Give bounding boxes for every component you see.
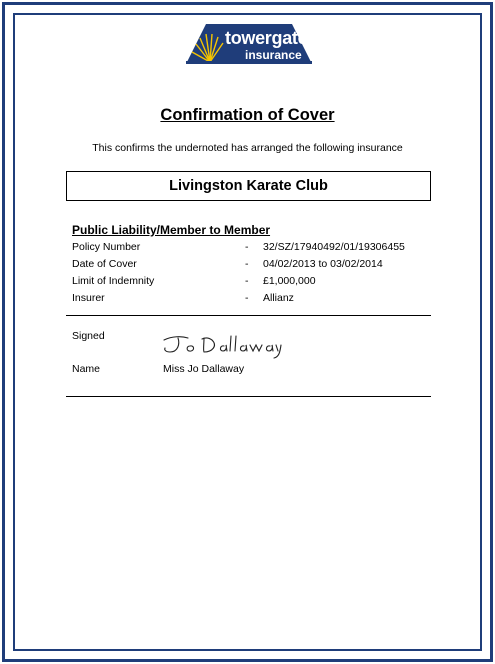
insurer-row xyxy=(72,292,432,306)
row-value: Allianz xyxy=(263,292,294,304)
signed-label: Signed xyxy=(72,330,105,342)
row-label: Date of Cover xyxy=(72,258,137,270)
row-dash: - xyxy=(245,258,249,270)
logo-subtitle: insurance xyxy=(245,48,302,62)
name-value: Miss Jo Dallaway xyxy=(163,363,245,375)
logo-wordmark: towergate xyxy=(225,28,308,48)
divider-top xyxy=(66,315,431,316)
name-label: Name xyxy=(72,363,101,375)
signature-icon xyxy=(160,330,285,360)
date-of-cover-row xyxy=(72,258,432,272)
row-label: Limit of Indemnity xyxy=(72,275,155,287)
row-value: 04/02/2013 to 03/02/2014 xyxy=(263,258,383,270)
document-title: Confirmation of Cover xyxy=(160,106,335,124)
row-dash: - xyxy=(245,241,249,253)
signature-image xyxy=(160,330,285,360)
towergate-logo xyxy=(176,22,320,66)
limit-of-indemnity-row xyxy=(72,275,432,289)
row-dash: - xyxy=(245,275,249,287)
row-dash: - xyxy=(245,292,249,304)
intro-text: This confirms the undernoted has arranged the following insurance xyxy=(92,142,403,154)
club-name-box xyxy=(66,171,431,201)
cover-section-heading: Public Liability/Member to Member xyxy=(72,223,271,237)
club-name: Livingston Karate Club xyxy=(169,178,328,194)
row-value: 32/SZ/17940492/01/19306455 xyxy=(263,241,405,253)
row-value: £1,000,000 xyxy=(263,275,316,287)
divider-bottom xyxy=(66,396,431,397)
row-label: Policy Number xyxy=(72,241,141,253)
row-label: Insurer xyxy=(72,292,105,304)
policy-number-row xyxy=(72,241,432,255)
